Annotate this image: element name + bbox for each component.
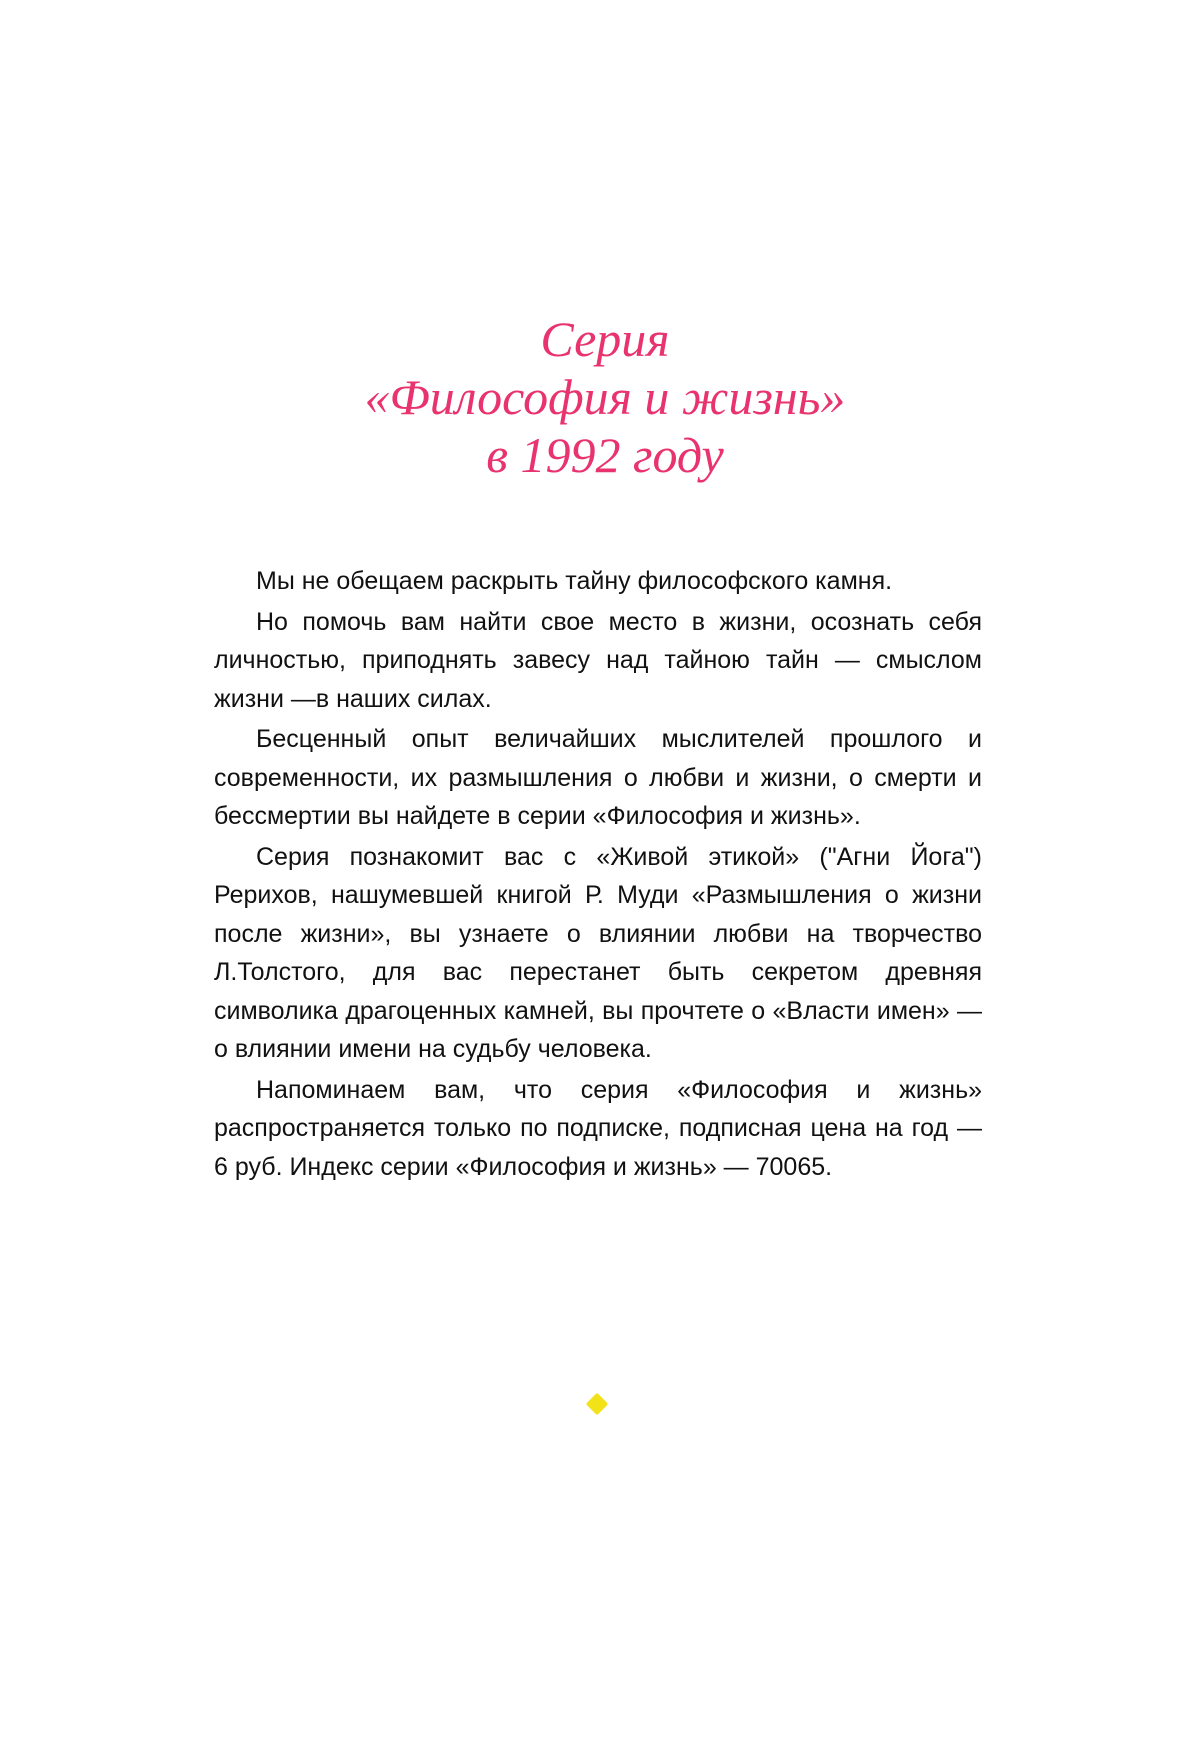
paragraph-1: Мы не обещаем раскрыть тайну философского камня. [256, 567, 893, 595]
series-description [214, 562, 982, 1186]
title-line-2: «Философия и жизнь» [364, 369, 846, 425]
title-line-1: Серия [540, 311, 670, 367]
paragraph-2: Но помочь вам найти свое место в жизни, осознать себя личностью, приподнять завесу над тайною тайн — смыслом жизни —в наших силах. [214, 607, 982, 713]
series-title [0, 310, 1200, 484]
paragraph-3: Бесценный опыт величайших мыслителей прошлого и современности, их размышления о любви и жизни, о смерти и бессмертии вы найдете в серии «Философия и жизнь». [214, 725, 982, 830]
paragraph-4: Серия познакомит вас с «Живой этикой» ("Агни Йога") Рерихов, нашумевшей книгой Р. Муди «Размышления о жизни после жизни», вы узнаете о влиянии любви на творчество Л.Толстого, для вас перестанет быть секретом древняя символика драгоценных камней, вы прочтете о «Власти имен» — о влиянии имени на судьбу человека. [214, 842, 982, 1063]
diamond-ornament-icon [586, 1393, 609, 1416]
title-line-3: в 1992 году [486, 427, 724, 483]
paragraph-5: Напоминаем вам, что серия «Философия и жизнь» распространяется только по подписке, подписная цена на год — 6 руб. Индекс серии «Философия и жизнь» — 70065. [214, 1075, 982, 1181]
